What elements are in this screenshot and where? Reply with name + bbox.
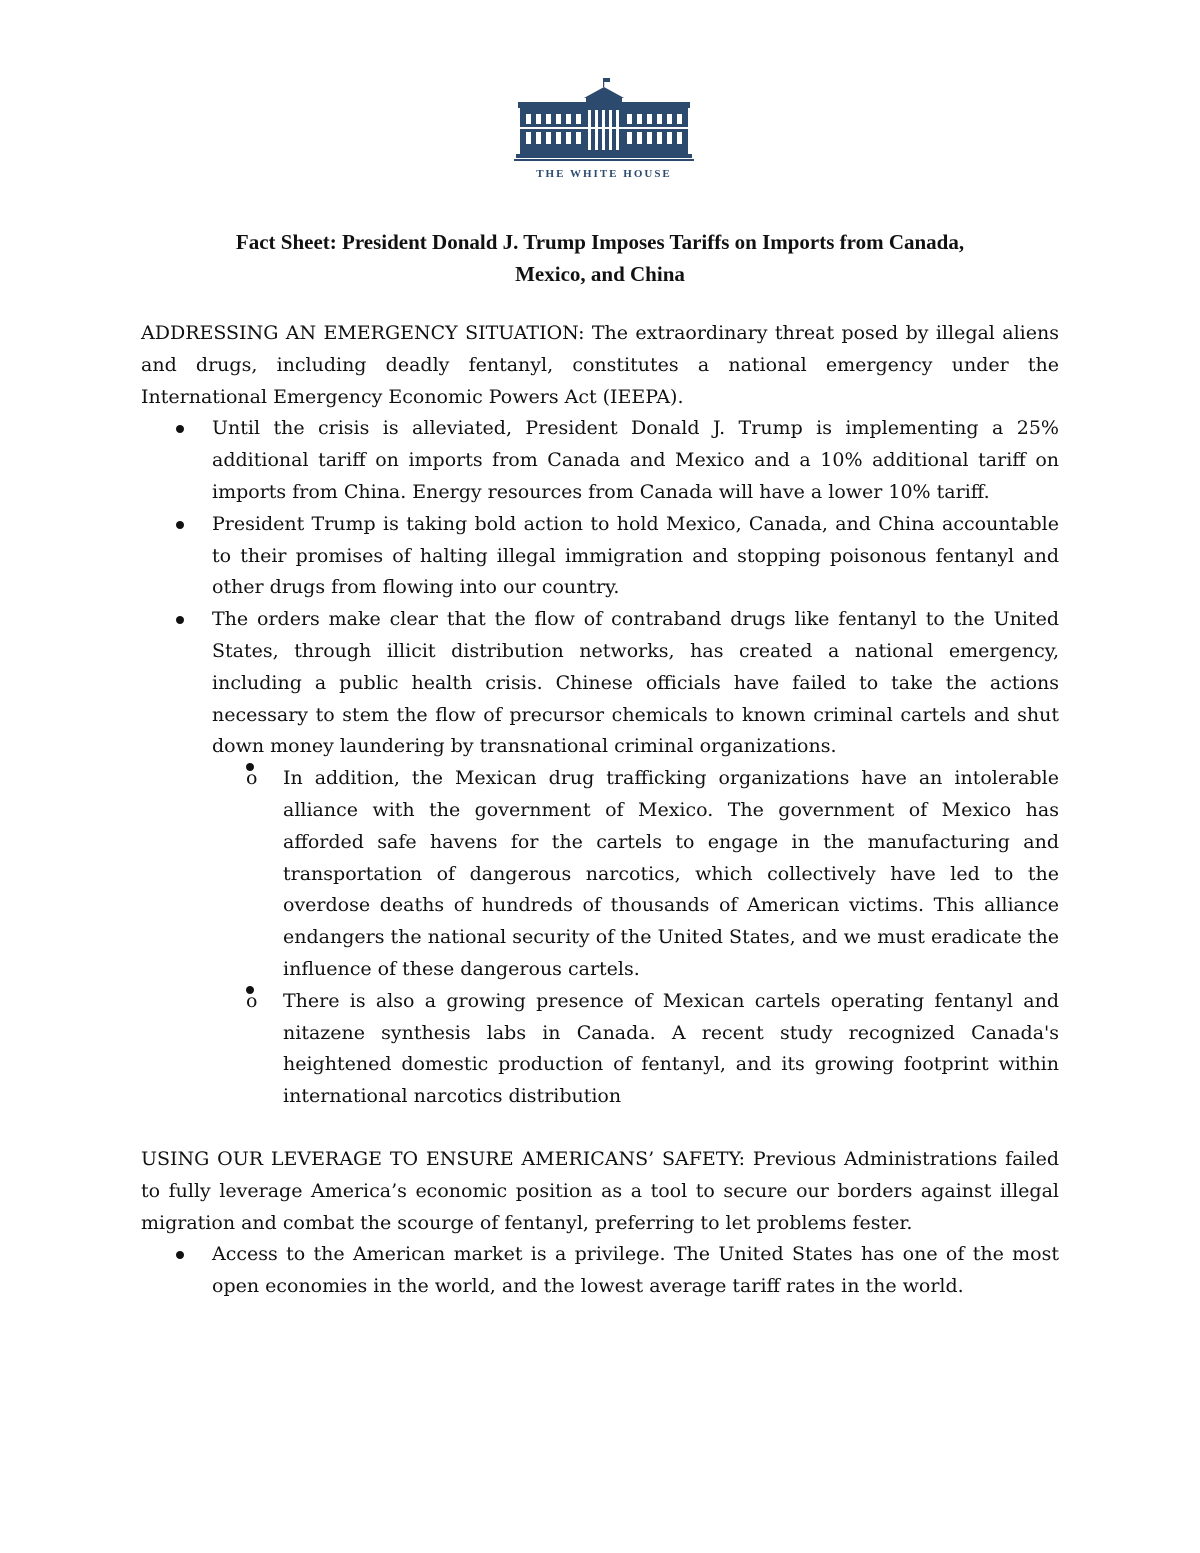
title-line-2: Mexico, and China bbox=[515, 262, 685, 286]
list-item bbox=[212, 604, 1059, 1113]
section-2-heading: USING OUR LEVERAGE TO ENSURE AMERICANS’ SAFETY bbox=[141, 1147, 739, 1170]
logo-caption: THE WHITE HOUSE bbox=[536, 168, 672, 180]
bullet-text: The orders make clear that the flow of contraband drugs like fentanyl to the United States, through illicit distribution networks, has created a national emergency, including a public health crisis. Chinese officials have failed to take the actions necessary to stem the flow of precursor chemicals to known criminal cartels and shut down money laundering by transnational criminal organizations. bbox=[212, 608, 1059, 758]
section-1-bullet-list bbox=[141, 413, 1059, 1113]
sub-bullet-text: In addition, the Mexican drug trafficking organizations have an intolerable alliance with the government of Mexico. The government of Mexico has afforded safe havens for the cartels to engage in the manufacturing and transportation of dangerous narcotics, which collectively have led to the overdose deaths of hundreds of thousands of American victims. This alliance endangers the national security of the United States, and we must eradicate the influence of these dangerous cartels. bbox=[283, 767, 1059, 980]
section-1-intro bbox=[141, 318, 1059, 413]
sub-bullet-marker: o bbox=[246, 986, 254, 994]
bullet-text: Until the crisis is alleviated, President Donald J. Trump is implementing a 25% additional tariff on imports from Canada and Mexico and a 10% additional tariff on imports from China. Energy resources from Canada will have a lower 10% tariff. bbox=[212, 417, 1059, 503]
sub-bullet-text: There is also a growing presence of Mexican cartels operating fentanyl and nitazene synthesis labs in Canada. A recent study recognized Canada's heightened domestic production of fentanyl, and its growing footprint within international narcotics distribution bbox=[283, 989, 1059, 1108]
document-title bbox=[140, 226, 1060, 290]
white-house-building-icon bbox=[514, 76, 694, 166]
list-item bbox=[212, 413, 1059, 508]
section-2-bullet-list bbox=[141, 1239, 1059, 1303]
document-body bbox=[141, 318, 1059, 1303]
bullet-icon bbox=[176, 425, 184, 433]
sub-bullet-marker: o bbox=[246, 763, 254, 771]
sub-list-item bbox=[246, 763, 1059, 986]
section-2-intro-text: : Previous Administrations failed to fully leverage America’s economic position as a tool to secure our borders against illegal migration and combat the scourge of fentanyl, preferring to let problems fester. bbox=[141, 1147, 1060, 1234]
list-item bbox=[212, 509, 1059, 604]
title-line-1: Fact Sheet: President Donald J. Trump Imposes Tariffs on Imports from Canada, bbox=[235, 230, 965, 254]
section-1-intro-text: : The extraordinary threat posed by illegal aliens and drugs, including deadly fentanyl, constitutes a national emergency under the International Emergency Economic Powers Act (IEEPA). bbox=[141, 322, 1059, 408]
bullet-icon bbox=[176, 1251, 184, 1259]
bullet-text: Access to the American market is a privilege. The United States has one of the most open economies in the world, and the lowest average tariff rates in the world. bbox=[212, 1243, 1059, 1298]
bullet-icon bbox=[176, 521, 184, 529]
bullet-text: President Trump is taking bold action to hold Mexico, Canada, and China accountable to their promises of halting illegal immigration and stopping poisonous fentanyl and other drugs from flowing into our country. bbox=[212, 512, 1059, 599]
white-house-logo bbox=[514, 76, 694, 186]
list-item bbox=[212, 1239, 1059, 1303]
bullet-icon bbox=[176, 616, 184, 624]
section-1-heading: ADDRESSING AN EMERGENCY SITUATION bbox=[141, 322, 579, 344]
section-2-intro bbox=[141, 1144, 1059, 1239]
sub-list-item bbox=[246, 986, 1059, 1113]
section-divider-space bbox=[141, 1113, 1059, 1144]
sub-bullet-list bbox=[212, 763, 1059, 1113]
